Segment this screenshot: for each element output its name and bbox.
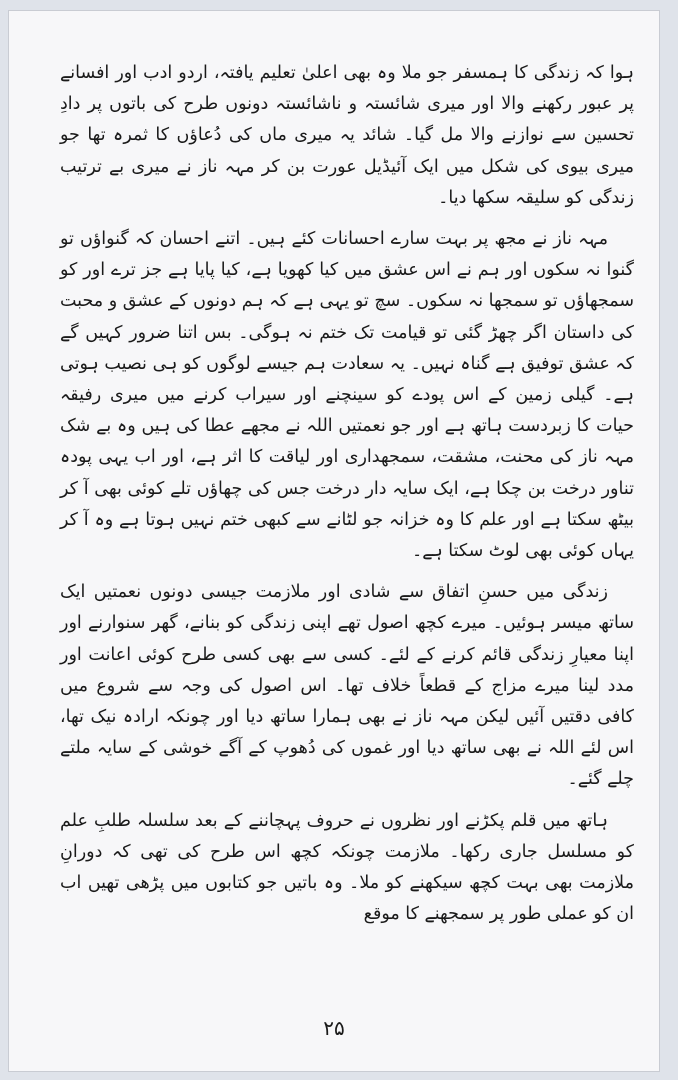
paragraph-3: زندگی میں حسنِ اتفاق سے شادی اور ملازمت جیسی دونوں نعمتیں ایک ساتھ میسر ہوئیں۔ میرے کچھ اصول تھے اپنی زندگی کو بنانے، گھر سنوارنے اور اپنا معیارِ زندگی قائم کرنے کے لئے۔ کسی سے بھی کسی طرح کوئی اعانت اور مدد لینا میرے مزاج کے قطعاً خلاف تھا۔ اس اصول کی وجہ سے شروع میں کافی دقتیں آئیں لیکن مہہ ناز نے بھی ہمارا ساتھ دیا اور چونکہ ارادہ نیک تھا، اس لئے اللہ نے بھی ساتھ دیا اور غموں کی دُھوپ کے آگے خوشی کے سایہ ملتے چلے گئے۔: [60, 582, 634, 790]
body-text: [60, 58, 634, 930]
page-number: ۲۵: [323, 1016, 345, 1040]
paragraph-4: ہاتھ میں قلم پکڑنے اور نظروں نے حروف پہچاننے کے بعد سلسلہ طلبِ علم کو مسلسل جاری رکھا۔ ملازمت چونکہ کچھ اس طرح کی تھی کہ دورانِ ملازمت بھی بہت کچھ سیکھنے کو ملا۔ وہ باتیں جو کتابوں میں پڑھی تھیں اب ان کو عملی طور پر سمجھنے کا موقع: [60, 810, 634, 925]
paragraph-1: ہوا کہ زندگی کا ہمسفر جو ملا وہ بھی اعلیٰ تعلیم یافتہ، اردو ادب اور افسانے پر عبور رکھنے والا اور میری شائستہ و ناشائستہ دونوں طرح کی باتوں پر دادِ تحسین سے نوازنے والا مل گیا۔ شائد یہ میری ماں کی دُعاؤں کا ثمرہ تھا جو میری بیوی کی شکل میں ایک آئیڈیل عورت بن کر مہہ ناز نے میری بے ترتیب زندگی کو سلیقہ سکھا دیا۔: [60, 63, 634, 208]
book-page: [8, 10, 660, 1072]
paragraph-2: مہہ ناز نے مجھ پر بہت سارے احسانات کئے ہیں۔ اتنے احسان کہ گنواؤں تو گنوا نہ سکوں اور ہم نے اس عشق میں کیا کھویا ہے، کیا پایا ہے جز ترے اور کو سمجھاؤں تو سمجھا نہ سکوں۔ سچ تو یہی ہے کہ ہم دونوں کے عشق و محبت کی داستان اگر چھڑ گئی تو قیامت تک ختم نہ ہوگی۔ بس اتنا ضرور کہیں گے کہ عشق توفیق ہے گناہ نہیں۔ یہ سعادت ہم جیسے لوگوں کو ہی نصیب ہوتی ہے۔ گیلی زمین کے اس پودے کو سینچنے اور سیراب کرنے میں میری رفیقہ حیات کا زبردست ہاتھ ہے اور جو نعمتیں اللہ نے مجھے عطا کی ہیں وہ بے شک مہہ ناز کی محنت، مشقت، سمجھداری اور لیاقت کا اثر ہے، اور اب یہی پودہ تناور درخت بن چکا ہے، ایک سایہ دار درخت جس کی چھاؤں تلے کوئی بھی آ کر بیٹھ سکتا ہے اور علم کا وہ خزانہ جو لٹانے سے کبھی ختم نہیں ہوتا ہے وہ آ کر یہاں کوئی بھی لوٹ سکتا ہے۔: [60, 229, 634, 562]
